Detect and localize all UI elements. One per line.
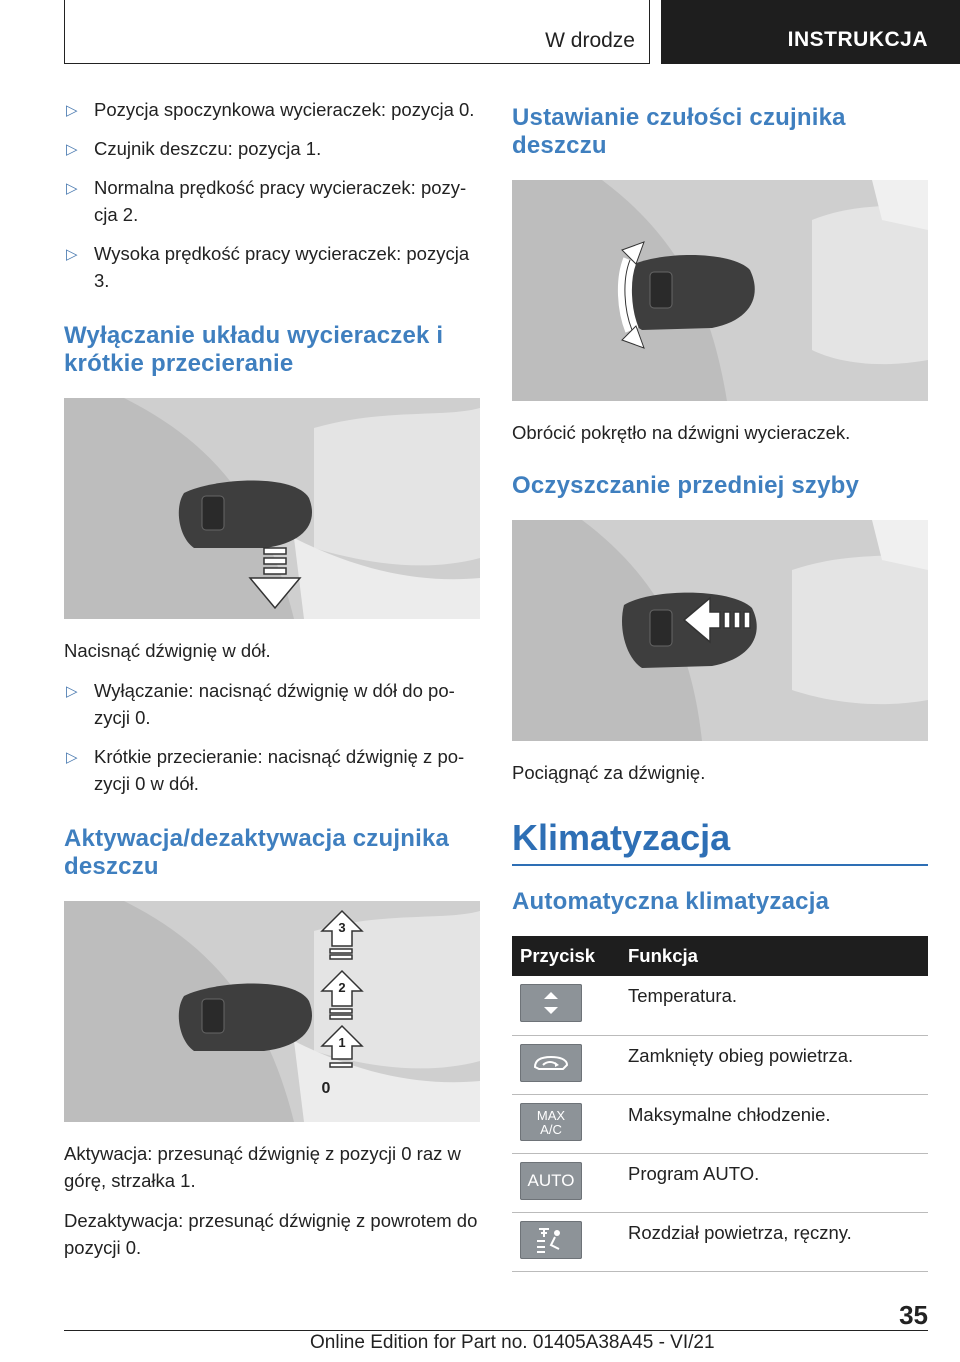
header-tab-label: INSTRUKCJA [787,28,928,51]
paragraph: Aktywacja: przesunąć dźwignię z pozycji 0 raz w górę, strzałka 1. [64,1143,461,1191]
sensitivity-knob-figure [512,180,928,401]
table-cell-function: Zamknięty obieg powietrza. [620,1035,928,1094]
table-header-row [512,936,928,976]
table-row [512,1153,928,1212]
list-item: ▷ Pozycja spoczynkowa wycieraczek: pozycja 0. [64,96,480,123]
triangle-bullet-icon: ▷ [66,749,78,766]
table-row [512,1035,928,1094]
paragraph: Nacisnąć dźwignię w dół. [64,640,271,661]
table-cell-button [512,1153,620,1212]
table-cell-function: Program AUTO. [620,1153,928,1212]
triangle-bullet-icon: ▷ [66,683,78,700]
table-cell-button [512,976,620,1035]
list-item: ▷ Wyłączanie: nacisnąć dźwignię w dół do po-zycji 0. [66,680,455,728]
left-column [64,96,480,1274]
triangle-bullet-icon: ▷ [66,180,78,197]
list-item: ▷ Czujnik deszczu: pozycja 1. [64,135,480,162]
table-header-function: Funkcja [620,936,928,976]
temperature-arrows-icon [520,984,582,1022]
section-heading: Oczyszczanie przedniej szyby [512,472,860,499]
footer-edition: Online Edition for Part no. 01405A38A45 - VI/21 [310,1332,715,1353]
paragraph: Dezaktywacja: przesunąć dźwignię z powrotem do pozycji 0. [64,1210,478,1258]
page-number: 35 [899,1300,928,1330]
table-cell-button [512,1212,620,1271]
right-column [512,96,928,1272]
list-item: ▷ Wysoka prędkość pracy wycieraczek: pozycja 3. [66,243,470,291]
table-cell-button [512,1035,620,1094]
table-row [512,976,928,1035]
paragraph: Obrócić pokrętło na dźwigni wycieraczek. [512,422,851,443]
auto-icon-label: AUTO [527,1170,575,1190]
air-distribution-icon [520,1221,582,1259]
table-row [512,1212,928,1271]
position-label-2: 2 [338,980,346,995]
svg-text:A/C: A/C [540,1121,562,1137]
triangle-bullet-icon: ▷ [66,246,78,263]
table-cell-function: Rozdział powietrza, ręczny. [620,1212,928,1271]
triangle-bullet-icon: ▷ [66,102,78,119]
section-heading: Wyłączanie układu wycieraczek i krótkie przecieranie [64,322,444,377]
auto-icon [520,1162,582,1200]
windshield-wash-figure [512,520,928,741]
recirculation-icon [520,1044,582,1082]
climate-controls-table [512,936,928,1272]
position-label-0: 0 [321,1080,331,1097]
max-ac-icon [520,1103,582,1141]
position-label-1: 1 [338,1035,346,1050]
section-heading: Automatyczna klimatyzacja [512,888,830,915]
rain-sensor-figure [64,901,480,1122]
table-cell-function: Temperatura. [620,976,928,1035]
position-label-3: 3 [338,920,346,935]
section-heading: Ustawianie czułości czujnika deszczu [512,104,846,159]
chapter-heading: Klimatyzacja [512,816,928,866]
list-item: ▷ Krótkie przecieranie: nacisnąć dźwignię z po-zycji 0 w dół. [66,746,465,794]
header-section-box [64,0,650,64]
footer-rule [64,1330,928,1331]
table-row [512,1094,928,1153]
wiper-lever-push-down-figure [64,398,480,619]
table-cell-button [512,1094,620,1153]
wiper-off-list [64,677,480,797]
section-heading: Aktywacja/dezaktywacja czujnika deszczu [64,825,450,880]
paragraph: Pociągnąć za dźwignię. [512,762,706,783]
table-cell-function: Maksymalne chłodzenie. [620,1094,928,1153]
svg-text:MAX: MAX [536,1107,566,1123]
wiper-positions-list [64,96,480,294]
triangle-bullet-icon: ▷ [66,141,78,158]
list-item: ▷ Normalna prędkość pracy wycieraczek: pozy-cja 2. [66,177,467,225]
header-tab [661,0,960,64]
header-section-title: W drodze [545,29,635,52]
table-header-button: Przycisk [512,936,620,976]
